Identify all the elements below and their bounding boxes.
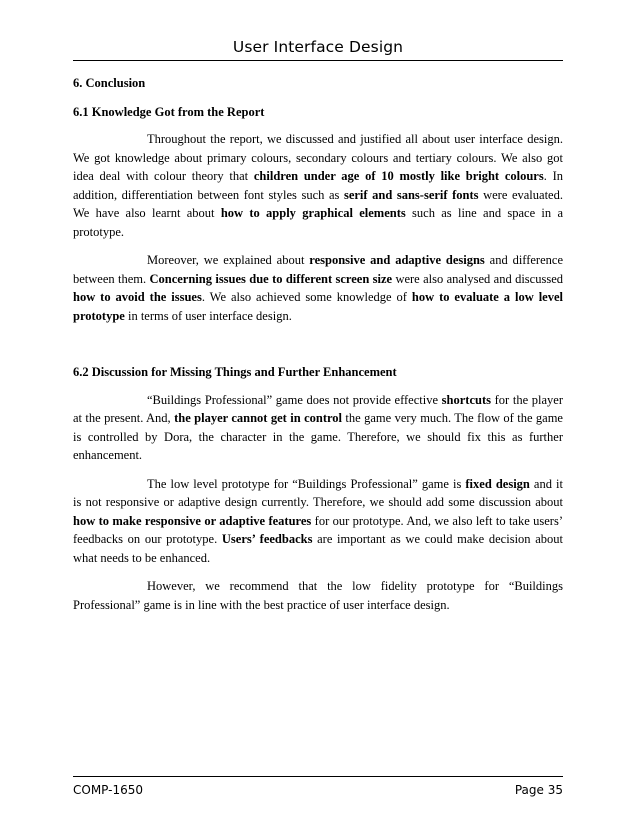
- page-header-title: User Interface Design: [232, 38, 404, 56]
- paragraph-discussion-3: However, we recommend that the low fidelity prototype for “Buildings Professional” game is in line with the best practice of user interface design.: [73, 579, 563, 612]
- paragraph-discussion-1: “Buildings Professional” game does not provide effective shortcuts for the player at the present. And, the player cannot get in control the game very much. The flow of the game is controlled by Dora, the character in the game. Therefore, we should fix this as further enhancement.: [73, 392, 564, 462]
- header-rule: [73, 60, 563, 61]
- footer-course-code: COMP-1650: [73, 783, 144, 797]
- section-heading-conclusion: 6. Conclusion: [73, 76, 146, 90]
- subsection-heading-knowledge: 6.1 Knowledge Got from the Report: [73, 104, 265, 119]
- footer-rule: [73, 776, 563, 777]
- subsection-heading-discussion: 6.2 Discussion for Missing Things and Further Enhancement: [73, 365, 397, 379]
- paragraph-discussion-2: The low level prototype for “Buildings Professional” game is fixed design and it is not responsive or adaptive design currently. Therefore, we should add some discussion about how to make responsive or adaptive features for our prototype. And, we also left to take users’ feedbacks on our prototype. Users’ feedbacks are important as we could make decision about what needs to be enhanced.: [73, 476, 563, 565]
- document-body: [73, 74, 563, 614]
- paragraph-knowledge-2: Moreover, we explained about responsive and adaptive designs and difference between them. Concerning issues due to different screen size were also analysed and discussed how to avoid the issues. We also achieved some knowledge of how to evaluate a low level prototype in terms of user interface design.: [73, 253, 563, 323]
- footer-page-number: Page 35: [514, 783, 563, 797]
- paragraph-knowledge-1: Throughout the report, we discussed and justified all about user interface design. We got knowledge about primary colours, secondary colours and tertiary colours. We also got idea deal with colour theory that children under age of 10 mostly like bright colours. In addition, differentiation between font styles such as serif and sans-serif fonts were evaluated. We have also learnt about how to apply graphical elements such as line and space in a prototype.: [73, 132, 563, 239]
